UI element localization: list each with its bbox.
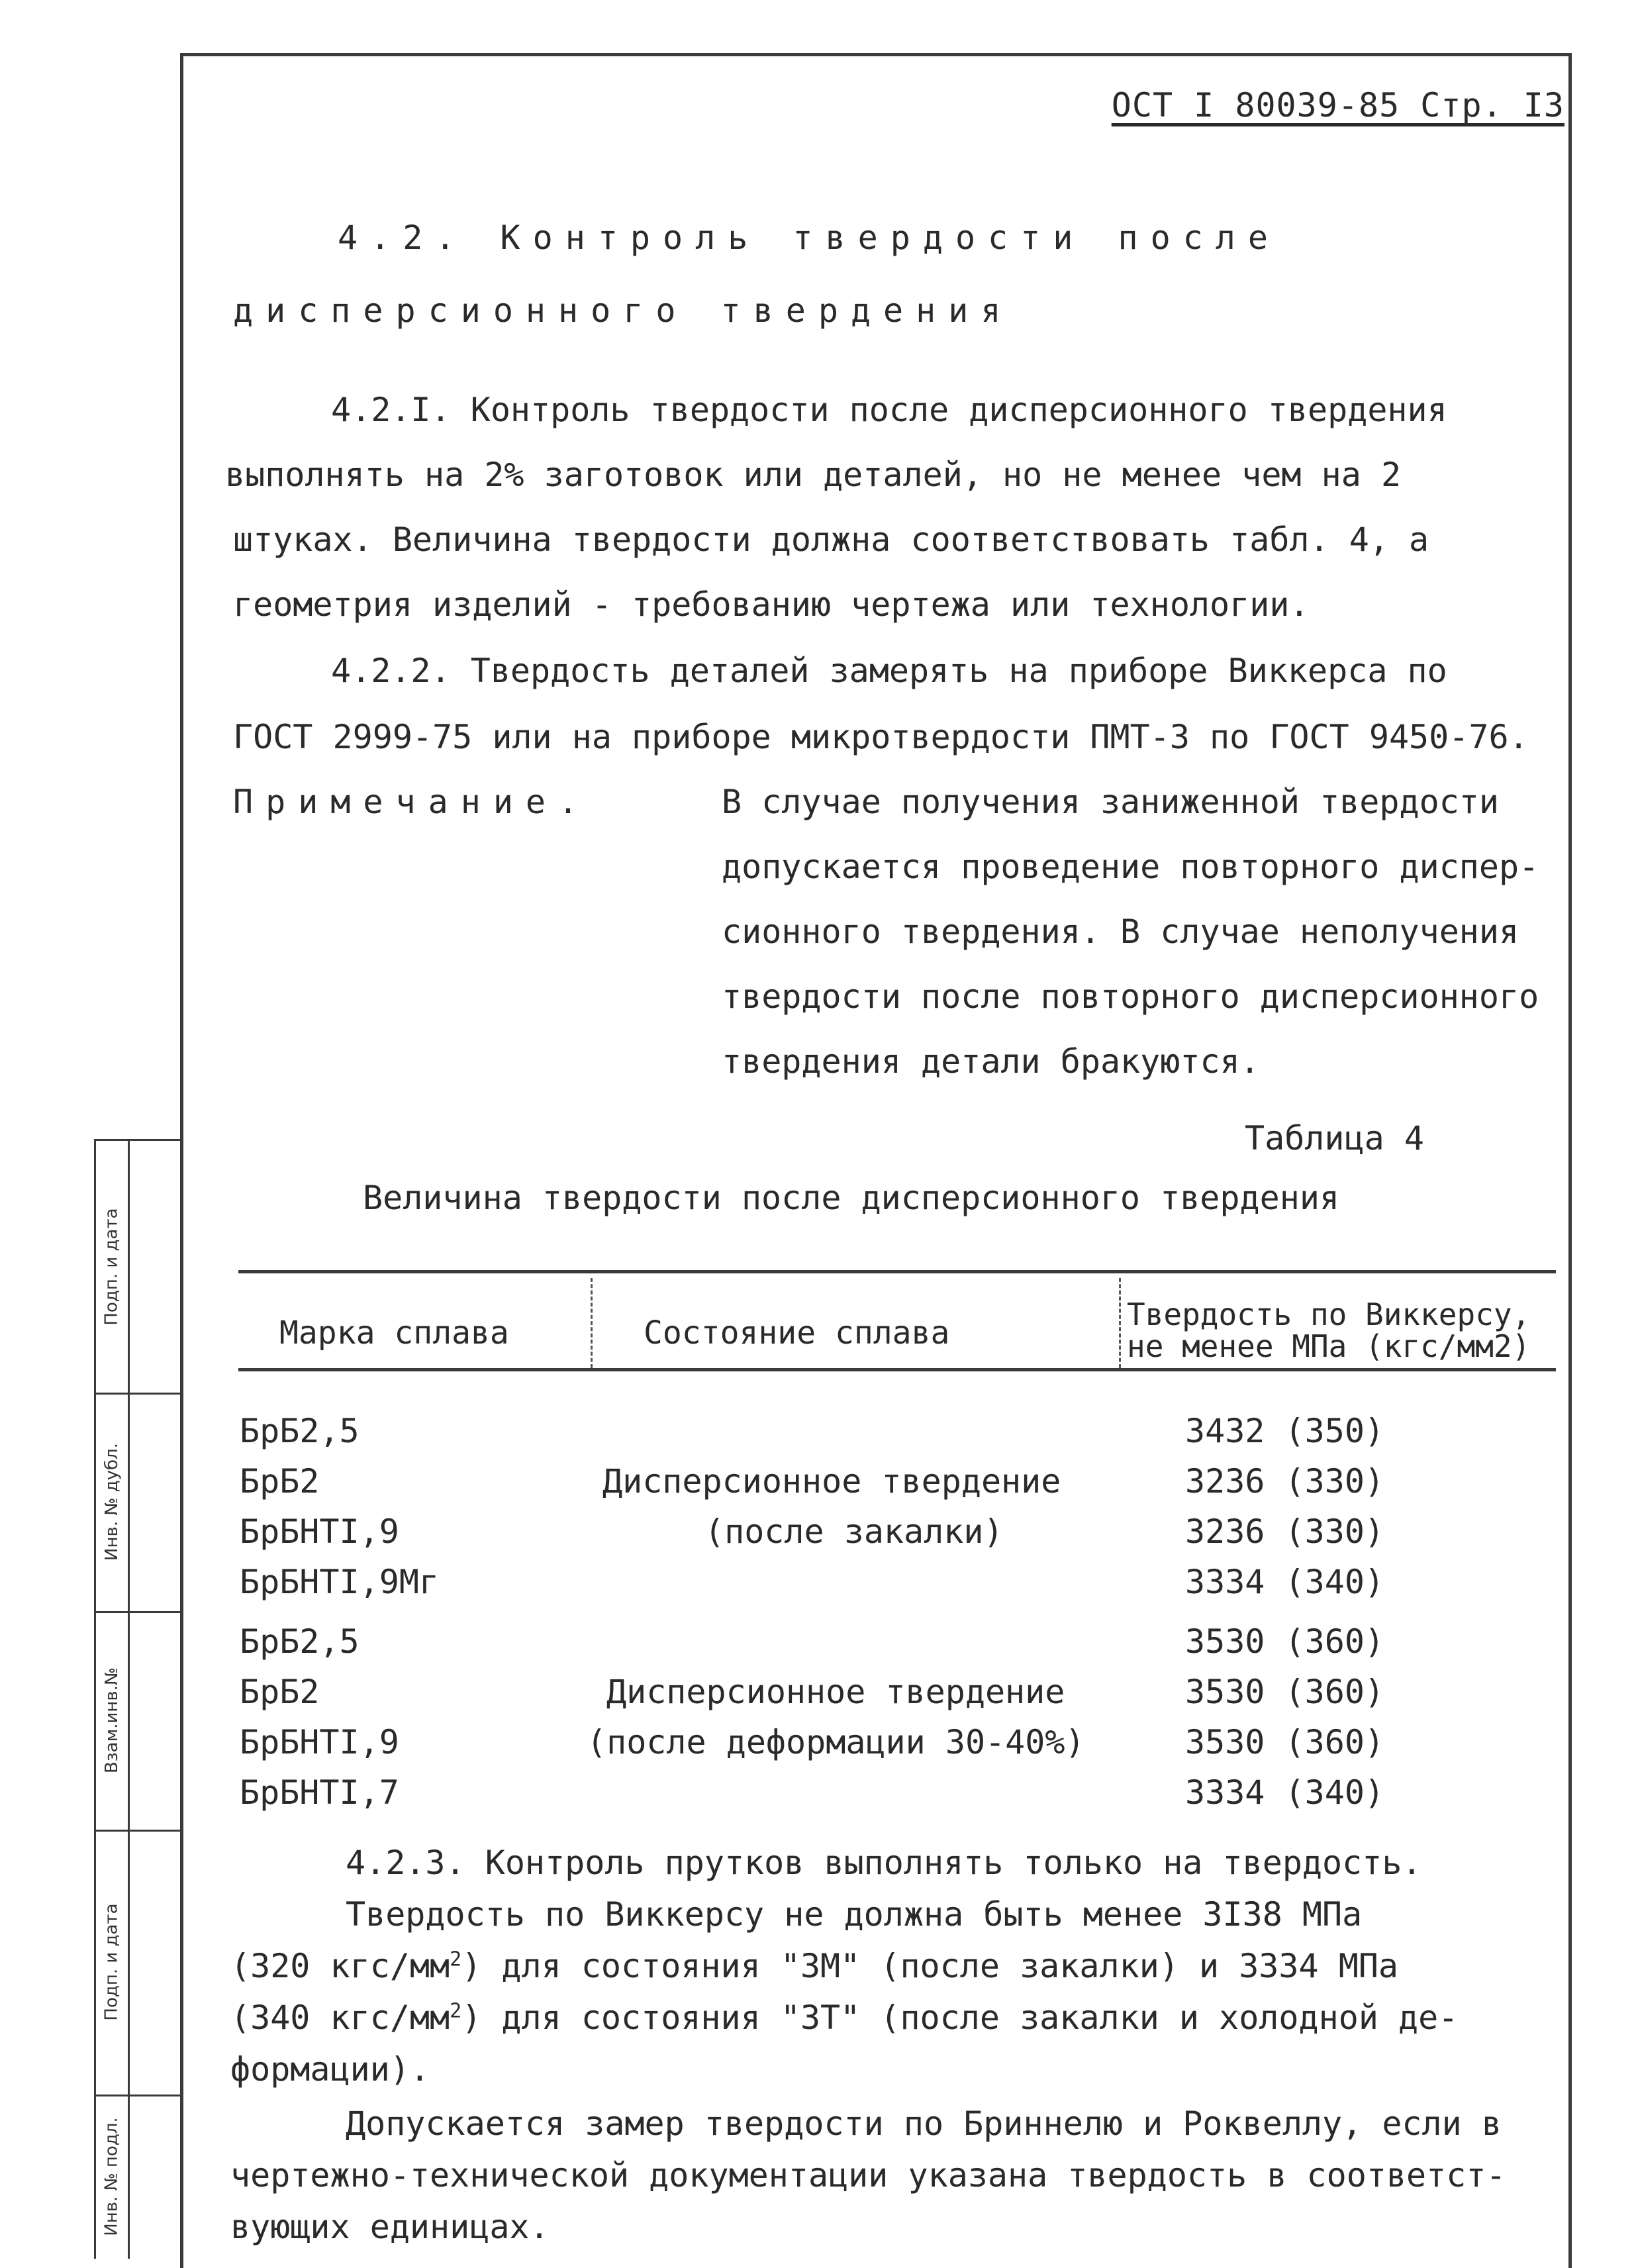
section-title-line2: дисперсионного твердения <box>233 291 1014 330</box>
table-row-grade: БрБНТI,7 <box>240 1773 399 1812</box>
table-header-hardness-line1: Твердость по Виккерсу, <box>1127 1297 1531 1332</box>
note-line1: В случае получения заниженной твердости <box>722 783 1499 821</box>
side-label-original-no: Инв. № подл. <box>102 2117 122 2236</box>
section-title-line1: 4.2. Контроль твердости после <box>338 219 1280 257</box>
table-row-hardness: 3530 (360) <box>1185 1723 1385 1761</box>
table-row-hardness: 3236 (330) <box>1185 1512 1385 1551</box>
para-4-2-3-line2: Твердость по Виккерсу не должна быть менее 3I38 МПа <box>346 1895 1363 1934</box>
table-caption: Величина твердости после дисперсионного твердения <box>363 1179 1340 1217</box>
table-top-rule <box>238 1270 1556 1273</box>
table-group1-state-line1: Дисперсионное твердение <box>602 1462 1061 1501</box>
table-row-grade: БрБ2,5 <box>240 1412 360 1450</box>
para-4-2-3-line1: 4.2.3. Контроль прутков выполнять только на твердость. <box>346 1844 1422 1882</box>
table-group2-state-line1: Дисперсионное твердение <box>606 1673 1065 1711</box>
para-4-2-3-line8: вующих единицах. <box>230 2208 550 2246</box>
table-header-grade: Марка сплава <box>279 1314 509 1352</box>
table-row-grade: БрБНТI,9 <box>240 1512 399 1551</box>
document-code-header: ОСТ I 80039-85 Стр. I3 <box>1111 86 1564 124</box>
para-4-2-2-line2: ГОСТ 2999-75 или на приборе микротвердости ПМТ-3 по ГОСТ 9450-76. <box>233 718 1529 756</box>
note-line2: допускается проведение повторного диспер- <box>722 848 1539 886</box>
table-row-hardness: 3530 (360) <box>1185 1673 1385 1711</box>
para-4-2-1-line2: выполнять на 2% заготовок или деталей, но не менее чем на 2 <box>225 456 1402 494</box>
para-4-2-1-line3: штуках. Величина твердости должна соответствовать табл. 4, а <box>233 520 1429 559</box>
para-4-2-3-line6: Допускается замер твердости по Бриннелю и Роквеллу, если в <box>346 2104 1502 2143</box>
para-4-2-3-line4: (340 кгс/$мм^2$) для состояния "ЗТ" (после закалки и холодной де- <box>230 1998 1459 2037</box>
table-row-hardness: 3432 (350) <box>1185 1412 1385 1450</box>
table-row-grade: БрБ2 <box>240 1673 320 1711</box>
table-header-state: Состояние сплава <box>644 1314 950 1352</box>
table-row-grade: БрБ2,5 <box>240 1622 360 1661</box>
side-label-duplicate-no: Инв. № дубл. <box>102 1443 122 1561</box>
table-group2-state-line2: (после деформации 30-40%) <box>587 1723 1085 1761</box>
para-4-2-1-line4: геометрия изделий - требованию чертежа или технологии. <box>233 585 1310 624</box>
para-4-2-2-line1: 4.2.2. Твердость деталей замерять на приборе Виккерса по <box>331 652 1447 690</box>
table-row-hardness: 3334 (340) <box>1185 1773 1385 1812</box>
table-row-grade: БрБ2 <box>240 1462 320 1501</box>
table-header-hardness-line2: не менее МПа (кгс/мм2) <box>1127 1328 1531 1364</box>
table-header-bottom-rule <box>238 1368 1556 1371</box>
side-stamp-strip <box>94 1139 181 2259</box>
note-line4: твердости после повторного дисперсионного <box>722 977 1539 1016</box>
para-4-2-3-line5: формации). <box>230 2050 430 2089</box>
table-header-separator-2 <box>1119 1278 1121 1368</box>
table-row-grade: БрБНТI,9 <box>240 1723 399 1761</box>
side-label-signature-date-1: Подп. и дата <box>102 1208 122 1326</box>
note-label: Примечание. <box>233 783 591 821</box>
para-4-2-3-line3: (320 кгс/$мм^2$) для состояния "ЗМ" (после закалки) и 3334 МПа <box>230 1947 1399 1985</box>
table-row-hardness: 3530 (360) <box>1185 1622 1385 1661</box>
table-header-separator-1 <box>591 1278 593 1368</box>
table-label: Таблица 4 <box>1245 1119 1424 1158</box>
table-group1-state-line2: (после закалки) <box>704 1512 1004 1551</box>
table-row-grade: БрБНТI,9Мг <box>240 1563 440 1601</box>
note-line3: сионного твердения. В случае неполучения <box>722 912 1519 951</box>
side-label-signature-date-2: Подп. и дата <box>102 1903 122 2021</box>
note-line5: твердения детали бракуются. <box>722 1042 1260 1081</box>
para-4-2-3-line7: чертежно-технической документации указана твердость в соответст- <box>230 2156 1506 2194</box>
table-row-hardness: 3236 (330) <box>1185 1462 1385 1501</box>
table-row-hardness: 3334 (340) <box>1185 1563 1385 1601</box>
side-label-replacement-no: Взам.инв.№ <box>102 1667 122 1773</box>
page-frame <box>180 53 1572 2268</box>
para-4-2-1-line1: 4.2.I. Контроль твердости после дисперсионного твердения <box>331 391 1447 429</box>
